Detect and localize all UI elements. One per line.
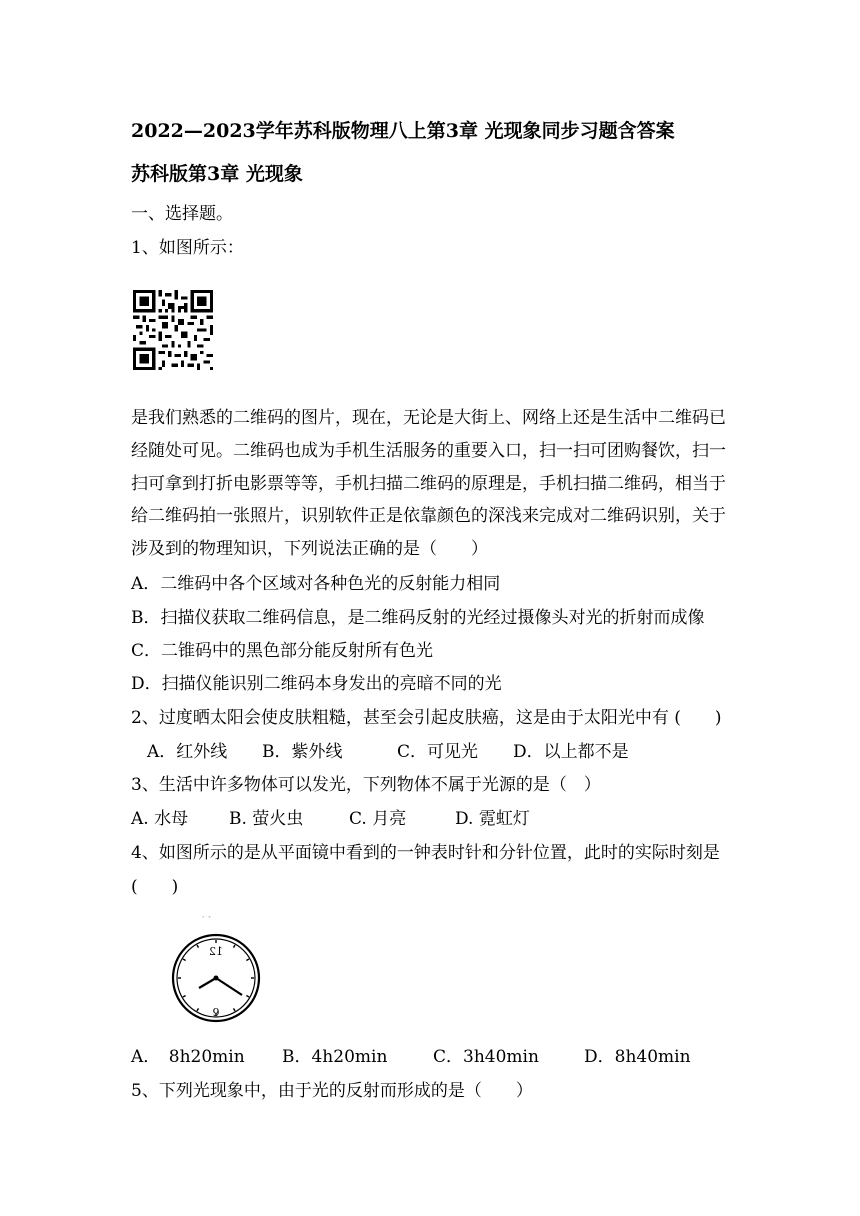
- clock-numeral-6: 6: [212, 1005, 220, 1018]
- q1-body-line: 给二维码拍一张照片，识别软件正是依靠颜色的深浅来完成对二维码识别，关于: [131, 506, 726, 527]
- q2-option-d: D．以上都不是: [513, 742, 629, 762]
- q4-stem-line1: 4、如图所示的是从平面镜中看到的一钟表时针和分针位置，此时的实际时刻是: [131, 843, 720, 863]
- q4-option-b: B．4h20min: [282, 1047, 388, 1067]
- q1-option-b: B．扫描仪获取二维码信息，是二维码反射的光经过摄像头对光的折射而成像: [131, 608, 705, 628]
- q1-intro: 1、如图所示：: [131, 238, 244, 258]
- document-title: 2022—2023学年苏科版物理八上第3章 光现象同步习题含答案: [131, 120, 675, 142]
- q2-option-b: B．紫外线: [262, 742, 343, 762]
- q1-body-line: 涉及到的物理知识，下列说法正确的是（ ）: [131, 539, 488, 560]
- q3-option-b: B. 萤火虫: [229, 809, 304, 829]
- clock-face: [173, 935, 259, 1021]
- q4-stem-line2: ( ): [131, 877, 179, 897]
- q4-option-d: D．8h40min: [584, 1047, 691, 1067]
- q2-option-c: C．可见光: [397, 742, 479, 762]
- clock-numeral-12: 12: [209, 945, 223, 958]
- q1-option-c: C．二锥码中的黑色部分能反射所有色光: [131, 641, 434, 661]
- q2-option-a: A．红外线: [147, 742, 228, 762]
- svg-text:ﾞ ˇ: ﾞ ˇ: [202, 916, 212, 924]
- q3-stem: 3、生活中许多物体可以发光，下列物体不属于光源的是（ ）: [131, 775, 601, 795]
- q1-body-line: 扫可拿到打折电影票等等，手机扫描二维码的原理是，手机扫描二维码，相当于: [131, 473, 726, 494]
- q4-option-c: C．3h40min: [433, 1047, 539, 1067]
- q3-option-a: A. 水母: [131, 809, 189, 829]
- q5-stem: 5、下列光现象中，由于光的反射而形成的是（ ）: [131, 1081, 533, 1101]
- q1-option-a: A．二维码中各个区域对各种色光的反射能力相同: [131, 574, 501, 594]
- mirrored-clock-image: [168, 912, 264, 1024]
- q2-stem: 2、过度晒太阳会使皮肤粗糙，甚至会引起皮肤癌，这是由于太阳光中有 ( ): [131, 708, 722, 728]
- q1-body: [131, 402, 741, 566]
- q1-body-line: 经随处可见。二维码也成为手机生活服务的重要入口，扫一扫可团购餐饮，扫一: [131, 440, 726, 461]
- q3-option-c: C. 月亮: [349, 809, 407, 829]
- qr-code-image: [133, 286, 213, 374]
- q3-option-d: D. 霓虹灯: [455, 809, 530, 829]
- document-subtitle: 苏科版第3章 光现象: [131, 163, 303, 185]
- q1-body-line: 是我们熟悉的二维码的图片，现在，无论是大街上、网络上还是生活中二维码已: [131, 408, 726, 428]
- section-heading: 一、选择题。: [131, 204, 233, 224]
- q1-option-d: D．扫描仪能识别二维码本身发出的亮暗不同的光: [131, 674, 502, 694]
- q4-option-a: A． 8h20min: [131, 1047, 245, 1067]
